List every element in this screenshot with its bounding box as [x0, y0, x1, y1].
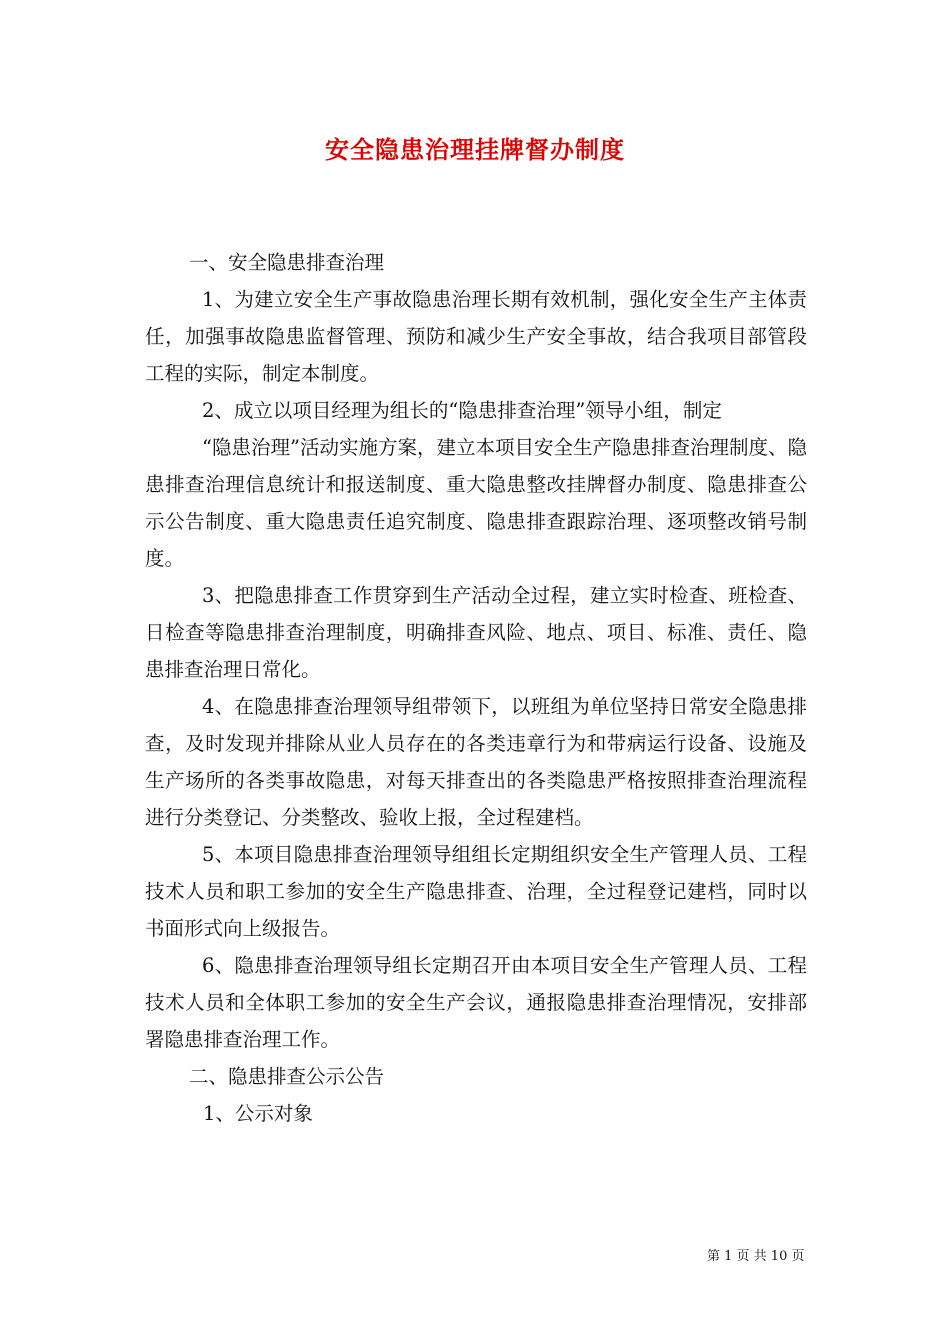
paragraph-4: 4、在隐患排查治理领导组带领下，以班组为单位坚持日常安全隐患排查，及时发现并排除从业人员存在的各类违章行为和带病运行设备、设施及生产场所的各类事故隐患，对每天排查出的各类隐患严格按照排查治理流程进行分类登记、分类整改、验收上报，全过程建档。 — [145, 695, 807, 829]
document-body — [145, 244, 807, 1132]
paragraph-2: 2、成立以项目经理为组长的“隐患排查治理”领导小组，制定 — [202, 399, 722, 422]
section-heading-2: 二、隐患排查公示公告 — [189, 1065, 385, 1088]
paragraph-3: 3、把隐患排查工作贯穿到生产活动全过程，建立实时检查、班检查、日检查等隐患排查治理制度，明确排查风险、地点、项目、标准、责任、隐患排查治理日常化。 — [145, 584, 807, 681]
paragraph-5: 5、本项目隐患排查治理领导组组长定期组织安全生产管理人员、工程技术人员和职工参加的安全生产隐患排查、治理，全过程登记建档，同时以书面形式向上级报告。 — [145, 843, 807, 940]
paragraph-6: 6、隐患排查治理领导组长定期召开由本项目安全生产管理人员、工程技术人员和全体职工参加的安全生产会议，通报隐患排查治理情况，安排部署隐患排查治理工作。 — [145, 954, 807, 1051]
page-number: 第 1 页 共 10 页 — [707, 1249, 805, 1264]
paragraph-2-continued: “隐患治理”活动实施方案，建立本项目安全生产隐患排查治理制度、隐患排查治理信息统计和报送制度、重大隐患整改挂牌督办制度、隐患排查公示公告制度、重大隐患责任追究制度、隐患排查跟踪治理、逐项整改销号制度。 — [145, 436, 807, 570]
section-2-item-1: 1、公示对象 — [203, 1102, 313, 1125]
document-title: 安全隐患治理挂牌督办制度 — [325, 135, 625, 164]
paragraph-1: 1、为建立安全生产事故隐患治理长期有效机制，强化安全生产主体责任，加强事故隐患监督管理、预防和减少生产安全事故，结合我项目部管段工程的实际，制定本制度。 — [145, 288, 807, 385]
section-heading-1: 一、安全隐患排查治理 — [189, 251, 385, 274]
